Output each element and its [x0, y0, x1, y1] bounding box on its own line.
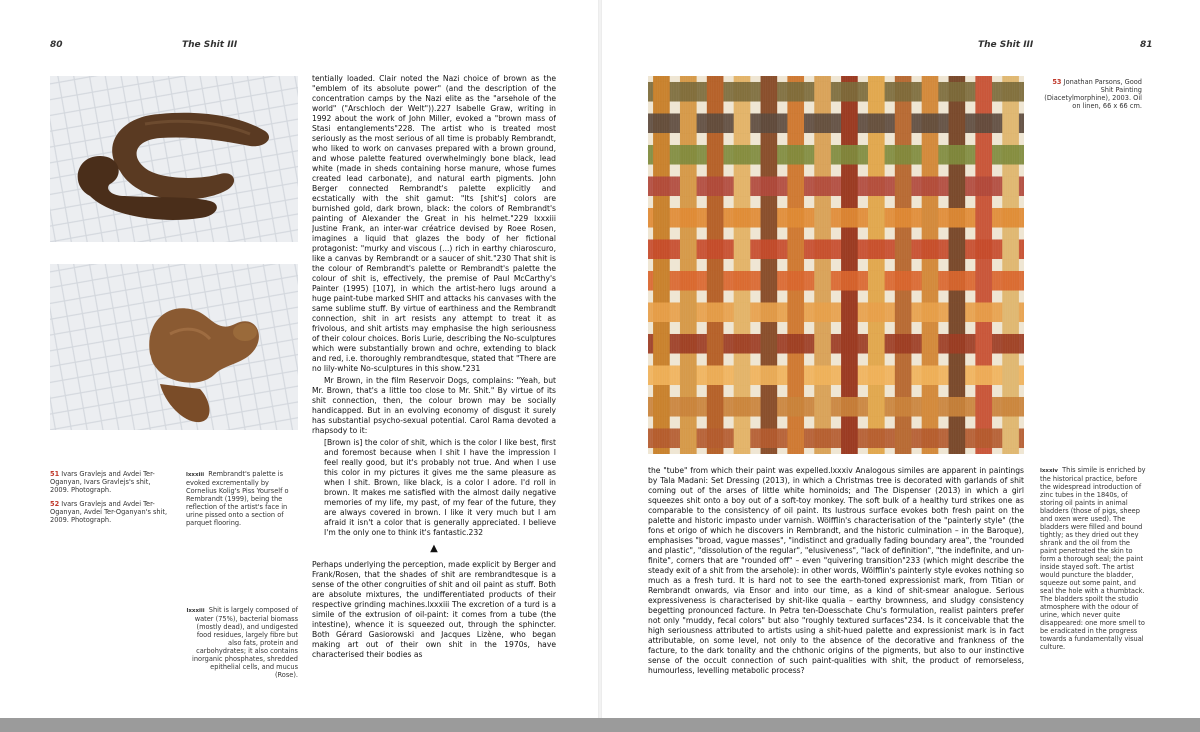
weave-crossing [787, 302, 804, 322]
weave-crossing [814, 82, 831, 102]
caption-text-53: Jonathan Parsons, Good Shit Painting (Diacetylmorphine), 2003. Oil on linen, 66 x 66 cm. [1044, 78, 1142, 110]
weave-crossing [680, 239, 697, 259]
caption-number-52: 52 [50, 500, 60, 508]
weave-crossing [841, 176, 858, 196]
weave-crossing [814, 334, 831, 354]
weave-crossing [653, 82, 670, 102]
weave-crossing [841, 113, 858, 133]
weave-crossing [680, 428, 697, 448]
right-body-column [648, 466, 1024, 686]
weave-crossing [680, 113, 697, 133]
weave-crossing [1002, 176, 1019, 196]
weave-crossing [975, 82, 992, 102]
caption-number-51: 51 [50, 470, 60, 478]
weave-crossing [653, 208, 670, 228]
weave-crossing [814, 145, 831, 165]
weave-crossing [868, 82, 885, 102]
weave-crossing [841, 239, 858, 259]
weave-crossing [841, 302, 858, 322]
woven-stripes-painting [648, 76, 1024, 454]
weave-crossing [1002, 302, 1019, 322]
weave-crossing [975, 271, 992, 291]
painting-good-shit-painting [648, 76, 1024, 454]
paragraph: tentially loaded. Clair noted the Nazi choice of brown as the "emblem of its absolute power" (and the description of the concentration camps by the Nazi elite as the "arsehole of the world" ("Arschloch der Welt")).227 Isabelle Graw, writing in 1992 about the work of John Miller, evoked a "brown mass of Stasi entanglements"228. The artist who is treated most seriously as the most serious of all time is probably Rembrandt, who liked to work on canvases prepared with a brown ground, and whose palette featured overwhelmingly bone black, lead white (made in sheds containing horse manure, whose fumes created lead carbonate), and natural earth pigments. John Berger connected Rembrandt's palette explicitly and ecstatically with the shit gamut: "Its [shit's] colors are burnished gold, dark brown, black: the colors of Rembrandt's painting of Alexander the Great in his helmet."229 lxxxiii Justine Frank, an inter-war créatrice devised by Roee Rosen, imagines a liquid that glazes the body of her fictional protagonist: "murky and viscous (...) rich in earthy chiaroscuro, like a canvas by Rembrandt or a saucer of shit."230 That shit is the colour of Rembrandt's palette or Rembrandt's palette the colour of shit is, effectively, the premise of Paul McCarthy's Painter (1995) [107], in which the artist-hero lugs around a huge paint-tube marked SHIT and attacks his canvases with the same sublime stuff. By virtue of earthiness and the Rembrandt connection, shit in art resists any attempt to treat it as frivolous, and shit artists may emphasise the high seriousness of their colour choices. Boris Lurie, describing the No-sculptures which were substantially brown and ochre, extending to black and red, i.e. thoroughly rembrandtesque, stated that "There are no lily-white No-sculptures in this show."231 [312, 74, 556, 373]
weave-crossing [653, 334, 670, 354]
footnote-text: Rembrandt's palette is evoked excrementally by Cornelius Kolig's Piss Yourself o Rembrandt (1999), being the reflection of the artist's face in urine pissed onto a section of parquet flooring. [186, 470, 289, 527]
weave-crossing [814, 397, 831, 417]
weave-crossing [1002, 365, 1019, 385]
weave-crossing [868, 334, 885, 354]
weave-crossing [841, 428, 858, 448]
weave-crossing [975, 145, 992, 165]
weave-crossing [814, 271, 831, 291]
weave-crossing [680, 302, 697, 322]
footnote-text: This simile is enriched by the historical practice, before the widespread introduction of zinc tubes in the 1840s, of storing oil paints in animal bladders (those of pigs, sheep and oxen were used). The bladders were filled and bound tightly; as they dried out they shrank and the oil from the paint penetrated the skin to form a thorough seal; the paint inside stayed soft. The artist would puncture the bladder, squeeze out some paint, and seal the hole with a thumbtack. The bladders spoilt the studio atmosphere with the odour of urine, which never quite disappeared: one more smell to be eradicated in the progress towards a fundamentally visual culture. [1040, 466, 1146, 651]
weave-crossing [787, 113, 804, 133]
weave-crossing [841, 365, 858, 385]
weave-crossing [975, 334, 992, 354]
weave-crossing [1002, 239, 1019, 259]
weave-crossing [975, 208, 992, 228]
right-page-number: 81 [1140, 40, 1153, 50]
left-running-title: The Shit III [182, 40, 238, 50]
weave-crossing [787, 176, 804, 196]
left-page-number: 80 [50, 40, 63, 50]
weave-crossing [1002, 428, 1019, 448]
caption-fig-52 [50, 500, 170, 524]
weave-crossing [868, 145, 885, 165]
weave-crossing [787, 365, 804, 385]
weave-crossing [814, 208, 831, 228]
weave-crossing [653, 271, 670, 291]
caption-number-53: 53 [1052, 78, 1062, 86]
paragraph: Mr Brown, in the film Reservoir Dogs, complains: "Yeah, but Mr. Brown, that's a little too close to Mr. Shit." By virtue of its shit connection, then, the colour brown may be socially handicapped. But in an evolving economy of disgust it surely has substantial psycho-sexual potential. Carol Rama devoted a rhapsody to it: [312, 376, 556, 435]
footnote-mark: lxxxiii [186, 472, 205, 478]
weave-crossing [680, 176, 697, 196]
turd-image-2 [50, 264, 298, 430]
left-body-column [312, 74, 556, 694]
footnote-mark-b: lxxxiii [186, 608, 205, 614]
photo-avdei-shit [50, 264, 298, 430]
weave-crossing [787, 239, 804, 259]
section-ornament: ▲ [430, 543, 438, 554]
weave-crossing [680, 365, 697, 385]
caption-fig-51 [50, 470, 170, 494]
weave-crossing [653, 145, 670, 165]
weave-crossing [868, 397, 885, 417]
caption-text-52: Ivars Gravlejs and Avdei Ter-Oganyan, Avdei Ter-Oganyan's shit, 2009. Photograph. [50, 500, 168, 524]
photo-ivars-shit [50, 76, 298, 242]
weave-crossing [975, 397, 992, 417]
footnote-lxxxiv [1040, 466, 1148, 651]
weave-crossing [653, 397, 670, 417]
weave-crossing [1002, 113, 1019, 133]
caption-fig-53 [1040, 78, 1142, 110]
weave-crossing [787, 428, 804, 448]
footnote-lxxxiii-b [186, 606, 298, 679]
block-quote: [Brown is] the color of shit, which is the color I like best, first and foremost because when I shit I have the impression I feel really good, but it's probably not true. And when I use this color in my pictures it gives me the same pleasure as when I shit. Brown, like black, is a color I adore. I'd roll in brown. It makes me satisfied with the almost daily negative memories of my life, my past, of my fear of the future, they are always covered in brown. I like it very much but I am afraid it isn't a color that is generally appreciated. I believe I'm the only one to think it's fantastic.232 [324, 438, 556, 537]
weave-crossing [868, 271, 885, 291]
footnote-mark: lxxxiv [1040, 468, 1058, 474]
footnote-text-b: Shit is largely composed of water (75%), bacterial biomass (mostly dead), and undigested food residues, largely fibre but also fats, protein and carbohydrates; it also contains inorganic phosphates, shredded epithelial cells, and mucus (Rose). [192, 606, 298, 679]
caption-text-51: Ivars Gravlejs and Avdei Ter-Oganyan, Ivars Gravlejs's shit, 2009. Photograph. [50, 470, 155, 494]
paragraph: the "tube" from which their paint was expelled.lxxxiv Analogous similes are apparent in paintings by Tala Madani: Set Dressing (2013), in which a Christmas tree is decorated with garlands of shit coming out of the arses of little white hominoids; and The Dispenser (2013) in which a girl squeezes shit onto a boy out of a soft-toy monkey. The soft bulk of a healthy turd strikes one as comparable to the consistency of oil paint. Its lustrous surface evokes both fresh paint on the palette and historic impasto under varnish. Wölfflin's characterisation of the "painterly style" (the fons et origo of which he discovers in Rembrandt, and the historic culmination – in the Baroque), emphasises "broad, vague masses", "indistinct and gradually fading boundary area", the "rounded and plastic", "dissolution of the regular", "elusiveness", "lack of definition", "the indefinite, and un-finite", corners that are "rounded off" – even "quivering transition"233 (which might describe the steady exit of a shit from the arsehole): in other words, Wölfflin's painterly style evokes nothing so much as a fresh turd. It is hard not to see the earth-toned expressionist mark, from Titian or Rembrandt onwards, via Ensor and into our time, as a kind of shit-smear analogue. Serious expressiveness is characterised by shit-like qualia – earthy brownness, and sludgy consistency begetting pronounced facture. In Petra ten-Doesschate Chu's formulation, realist painters prefer not only "muddy, fecal colors" but also "roughly textured surfaces"234. Is it conceivable that the high seriousness attributed to artists using a shit-hued palette and expressionist mark is in fact attributable, on some level, not only to the absence of the decorative and frankness of the facture, to the dark tonality and the chthonic origins of the pigments, but also to our instinctive sense of the occult connection of such paint-qualities with shit, the product of remorseless, humourless, levelling metabolic process? [648, 466, 1024, 675]
paragraph: Perhaps underlying the perception, made explicit by Berger and Frank/Rosen, that the shades of shit are rembrandtesque is a sense of the other congruities of shit and oil paint as stuff. Both are absolute mixtures, the undifferentiated products of their respective grinding machines.lxxxiii The excretion of a turd is a simile of the extrusion of oil-paint: it comes from a tube (the intestine), whence it is squeezed out, through the sphincter. Both Gérard Gasiorowski and Jacques Lizène, who began making art out of their own shit in the 1970s, have characterised their bodies as [312, 560, 556, 659]
bottom-bar [0, 718, 1200, 732]
gutter [598, 0, 602, 720]
weave-crossing [868, 208, 885, 228]
right-running-title: The Shit III [978, 40, 1034, 50]
turd-image-1 [50, 76, 298, 242]
footnote-lxxxiii [186, 470, 300, 527]
